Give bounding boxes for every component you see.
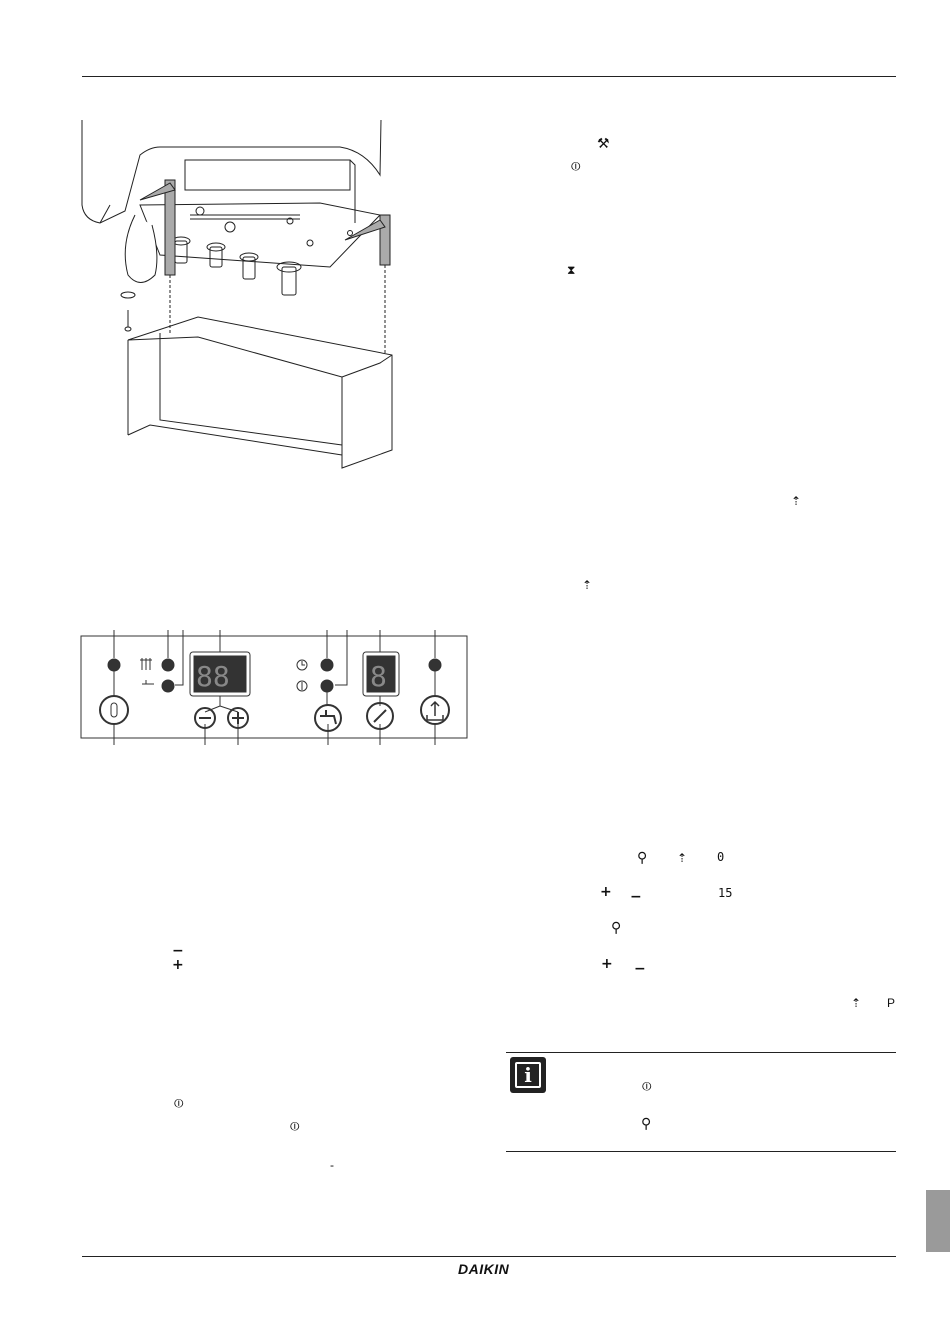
- left-segment-display: 88: [196, 660, 230, 693]
- reset-icon: ⇡: [791, 494, 802, 508]
- header-rule: [82, 76, 896, 77]
- wrench-icon: ⚲: [611, 920, 622, 936]
- note-top-rule: [506, 1052, 896, 1053]
- plus-symbol: +: [172, 957, 184, 973]
- wrench-icon: ⚲: [641, 1116, 652, 1132]
- info-icon-letter: i: [515, 1062, 541, 1088]
- service-display-value: 0: [717, 850, 725, 864]
- wrench-icon: ⚲: [637, 850, 648, 866]
- chapter-tab: [926, 1190, 950, 1252]
- reset-icon: ⇡: [582, 578, 593, 592]
- note-bottom-rule: [506, 1151, 896, 1152]
- reset-icon: ⇡: [851, 996, 862, 1010]
- minus-symbol: −: [630, 889, 642, 905]
- daikin-logo: DAIKIN: [458, 1261, 510, 1277]
- casing-installation-illustration: [80, 115, 400, 475]
- minus-symbol: −: [634, 961, 646, 977]
- control-panel-diagram: [80, 630, 470, 745]
- plus-symbol: +: [600, 884, 612, 900]
- parameter-letter: P: [887, 996, 896, 1010]
- tap-icon: ⚒: [597, 136, 610, 152]
- reset-icon: ⇡: [677, 851, 688, 865]
- power-icon: ⏼: [174, 1096, 184, 1110]
- power-icon: ⏼: [642, 1079, 652, 1093]
- plus-symbol: +: [601, 956, 613, 972]
- minus-symbol: −: [172, 943, 184, 959]
- info-icon: [510, 1057, 546, 1093]
- power-icon: ⏼: [290, 1119, 300, 1133]
- parameter-display-value: 15: [718, 886, 733, 900]
- power-icon: ⏼: [571, 159, 581, 173]
- right-segment-display: 8: [370, 660, 387, 693]
- dash-symbol: -: [330, 1158, 334, 1172]
- hourglass-icon: ⧗: [567, 263, 576, 277]
- footer-rule: [82, 1256, 896, 1257]
